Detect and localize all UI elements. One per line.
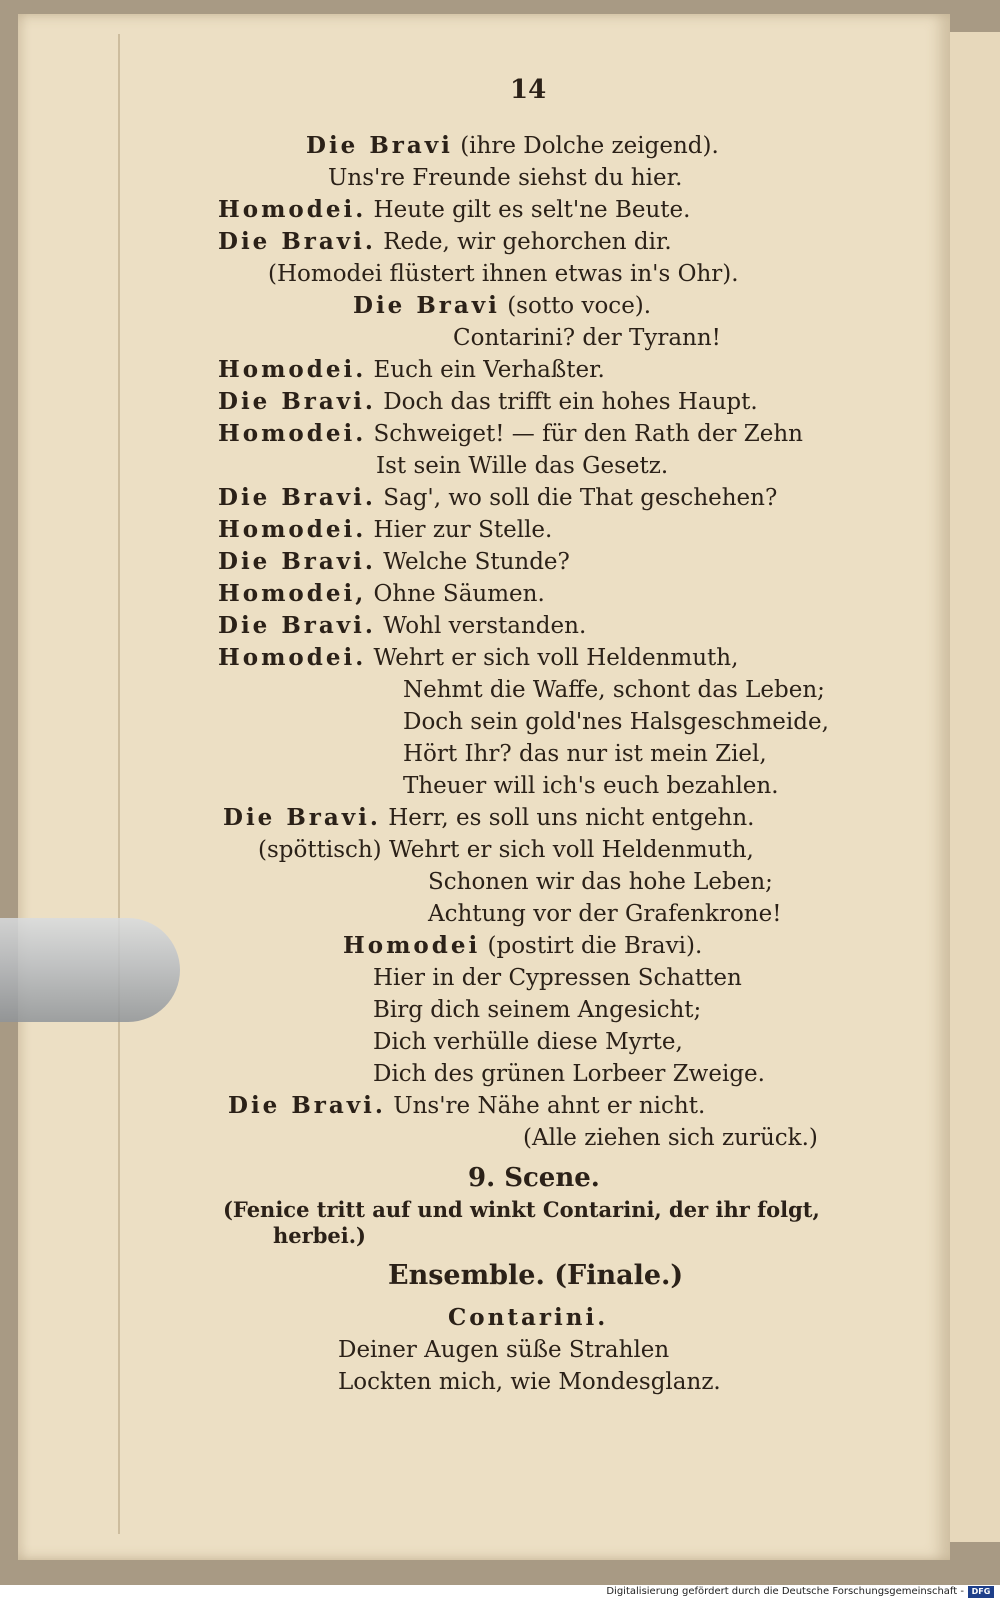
line-text: Doch das trifft ein hohes Haupt. bbox=[383, 389, 758, 415]
dialogue-line-30: Dich des grünen Lorbeer Zweige. bbox=[373, 1061, 765, 1087]
dialogue-line-21: Theuer will ich's euch bezahlen. bbox=[403, 773, 779, 799]
speaker: Homodei. bbox=[218, 516, 367, 543]
speaker: Homodei, bbox=[218, 580, 367, 607]
speaker: (spöttisch) bbox=[258, 837, 382, 863]
line-text: Ohne Säumen. bbox=[373, 581, 545, 607]
dialogue-line-27: Hier in der Cypressen Schatten bbox=[373, 965, 742, 991]
scanner-thumb-clip bbox=[0, 918, 180, 1022]
dialogue-line-19: Doch sein gold'nes Halsgeschmeide, bbox=[403, 709, 829, 735]
line-text: Wehrt er sich voll Heldenmuth, bbox=[388, 837, 754, 863]
speaker: Homodei. bbox=[218, 196, 367, 223]
dialogue-line-13 bbox=[218, 516, 552, 544]
dialogue-line-10 bbox=[218, 420, 803, 448]
dialogue-line-7: Contarini? der Tyrann! bbox=[453, 325, 721, 351]
speaker: Die Bravi. bbox=[218, 484, 376, 511]
dialogue-line-18: Nehmt die Waffe, schont das Leben; bbox=[403, 677, 825, 703]
speaker: Die Bravi. bbox=[218, 388, 376, 415]
dialogue-line-15 bbox=[218, 580, 545, 608]
stage-direction-2: (Alle ziehen sich zurück.) bbox=[523, 1125, 818, 1151]
dialogue-line-22 bbox=[223, 804, 754, 832]
dialogue-line-8 bbox=[218, 356, 605, 384]
line-text: Sag', wo soll die That geschehen? bbox=[383, 485, 778, 511]
line-text: Rede, wir gehorchen dir. bbox=[383, 229, 672, 255]
line-text: (sotto voce). bbox=[507, 293, 652, 319]
stage-direction-1: (Homodei flüstert ihnen etwas in's Ohr). bbox=[268, 261, 739, 287]
book-page bbox=[18, 14, 950, 1560]
line-text: Herr, es soll uns nicht entgehn. bbox=[388, 805, 755, 831]
dialogue-line-14 bbox=[218, 548, 570, 576]
scene-heading: 9. Scene. bbox=[468, 1163, 600, 1193]
dfg-logo: DFG bbox=[968, 1586, 994, 1598]
dialogue-line-29: Dich verhülle diese Myrte, bbox=[373, 1029, 683, 1055]
ensemble-heading: Ensemble. (Finale.) bbox=[388, 1260, 684, 1291]
speaker: Die Bravi. bbox=[223, 804, 381, 831]
stage-direction-3: (Fenice tritt auf und winkt Contarini, der ihr folgt, bbox=[223, 1197, 820, 1222]
speaker: Homodei. bbox=[218, 420, 367, 447]
speaker: Die Bravi bbox=[306, 132, 453, 159]
dialogue-line-11: Ist sein Wille das Gesetz. bbox=[376, 453, 669, 479]
final-line-2: Lockten mich, wie Mondesglanz. bbox=[338, 1369, 721, 1395]
line-text: Uns're Nähe ahnt er nicht. bbox=[393, 1093, 706, 1119]
dialogue-line-23 bbox=[258, 836, 754, 864]
dialogue-line-4 bbox=[218, 228, 672, 256]
funding-credit: Digitalisierung gefördert durch die Deutsche Forschungsgemeinschaft - bbox=[606, 1586, 964, 1597]
dialogue-line-3 bbox=[218, 196, 690, 224]
speaker: Die Bravi. bbox=[218, 228, 376, 255]
dialogue-line-2: Uns're Freunde siehst du hier. bbox=[328, 165, 683, 191]
speaker: Die Bravi. bbox=[218, 612, 376, 639]
line-text: Schweiget! — für den Rath der Zehn bbox=[373, 421, 803, 447]
page-fold bbox=[118, 34, 120, 1534]
speaker: Die Bravi. bbox=[228, 1092, 386, 1119]
dialogue-line-17 bbox=[218, 644, 738, 672]
speaker: Homodei bbox=[343, 932, 481, 959]
line-text: Wohl verstanden. bbox=[383, 613, 587, 639]
dialogue-line-16 bbox=[218, 612, 586, 640]
speaker: Homodei. bbox=[218, 644, 367, 671]
line-text: Euch ein Verhaßter. bbox=[373, 357, 605, 383]
line-text: (ihre Dolche zeigend). bbox=[460, 133, 719, 159]
line-text: Hier zur Stelle. bbox=[373, 517, 553, 543]
page-number: 14 bbox=[510, 75, 547, 105]
dialogue-line-12 bbox=[218, 484, 777, 512]
line-text: Wehrt er sich voll Heldenmuth, bbox=[373, 645, 739, 671]
dialogue-line-31 bbox=[228, 1092, 705, 1120]
dialogue-line-20: Hört Ihr? das nur ist mein Ziel, bbox=[403, 741, 767, 767]
dialogue-line-9 bbox=[218, 388, 758, 416]
line-text: (postirt die Bravi). bbox=[487, 933, 703, 959]
line-text: Heute gilt es selt'ne Beute. bbox=[373, 197, 691, 223]
speaker: Homodei. bbox=[218, 356, 367, 383]
speaker-contarini: Contarini. bbox=[448, 1304, 609, 1331]
dialogue-line-24: Schonen wir das hohe Leben; bbox=[428, 869, 773, 895]
speaker: Die Bravi bbox=[353, 292, 500, 319]
line-text: Welche Stunde? bbox=[383, 549, 570, 575]
stage-direction-3-cont: herbei.) bbox=[273, 1223, 366, 1248]
dialogue-line-26 bbox=[343, 932, 702, 960]
final-line-1: Deiner Augen süße Strahlen bbox=[338, 1337, 670, 1363]
dialogue-line-25: Achtung vor der Grafenkrone! bbox=[428, 901, 782, 927]
dialogue-line-1 bbox=[306, 132, 719, 160]
dialogue-line-6 bbox=[353, 292, 651, 320]
dialogue-line-28: Birg dich seinem Angesicht; bbox=[373, 997, 702, 1023]
speaker: Die Bravi. bbox=[218, 548, 376, 575]
footer-bar bbox=[0, 1585, 1000, 1599]
